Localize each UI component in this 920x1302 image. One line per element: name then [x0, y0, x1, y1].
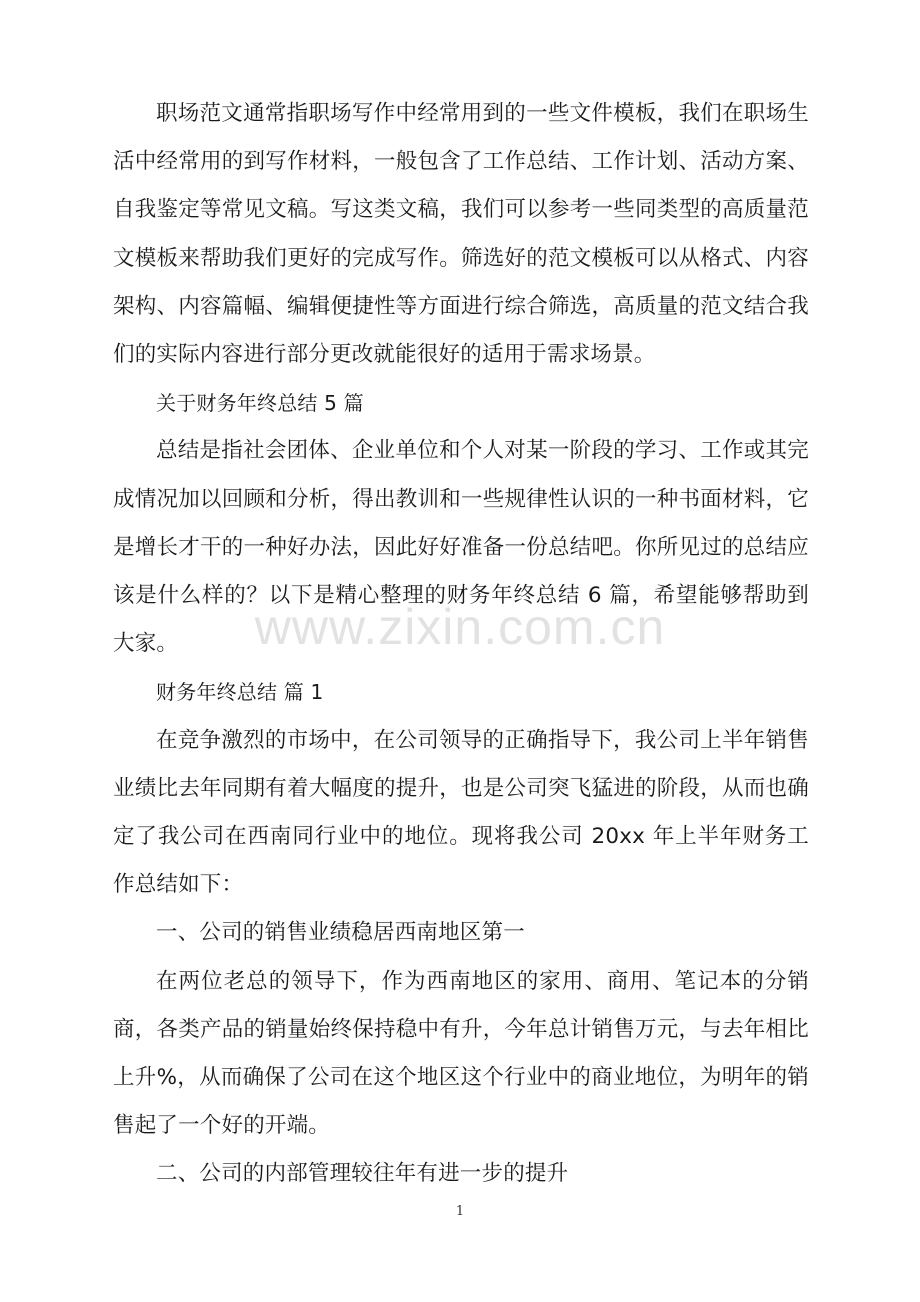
intro-paragraph: 职场范文通常指职场写作中经常用到的一些文件模板，我们在职场生活中经常用的到写作材料，一般包含了工作总结、工作计划、活动方案、自我鉴定等常见文稿。写这类文稿，我们可以参考一些同类型的高质量范文模板来帮助我们更好的完成写作。筛选好的范文模板可以从格式、内容架构、内容篇幅、编辑便捷性等方面进行综合筛选，高质量的范文结合我们的实际内容进行部分更改就能很好的适用于需求场景。 — [113, 101, 809, 368]
summary-paragraph: 总结是指社会团体、企业单位和个人对某一阶段的学习、工作或其完成情况加以回顾和分析，得出教训和一些规律性认识的一种书面材料，它是增长才干的一种好办法，因此好好准备一份总结吧。你所见过的总结应该是什么样的？以下是精心整理的财务年终总结 6 篇，希望能够帮助到大家。 — [113, 438, 809, 657]
section-heading: 一、公司的销售业绩稳居西南地区第一 — [156, 920, 525, 946]
page-number: 1 — [455, 1204, 465, 1219]
document-title: 关于财务年终总结 5 篇 — [156, 391, 364, 416]
watermark: www.zixin.com.cn — [254, 599, 666, 655]
body-paragraph: 在两位老总的领导下，作为西南地区的家用、商用、笔记本的分销商，各类产品的销量始终保持稳中有升，今年总计销售万元，与去年相比上升%，从而确保了公司在这个地区这个行业中的商业地位，为明年的销售起了一个好的开端。 — [113, 968, 809, 1139]
document-page — [113, 90, 809, 1199]
section-heading: 二、公司的内部管理较往年有进一步的提升 — [156, 1161, 569, 1187]
article-title: 财务年终总结 篇 1 — [156, 680, 324, 705]
body-paragraph: 在竞争激烈的市场中，在公司领导的正确指导下，我公司上半年销售业绩比去年同期有着大幅度的提升，也是公司突飞猛进的阶段，从而也确定了我公司在西南同行业中的地位。现将我公司 20xx 年上半年财务工作总结如下： — [113, 727, 809, 898]
